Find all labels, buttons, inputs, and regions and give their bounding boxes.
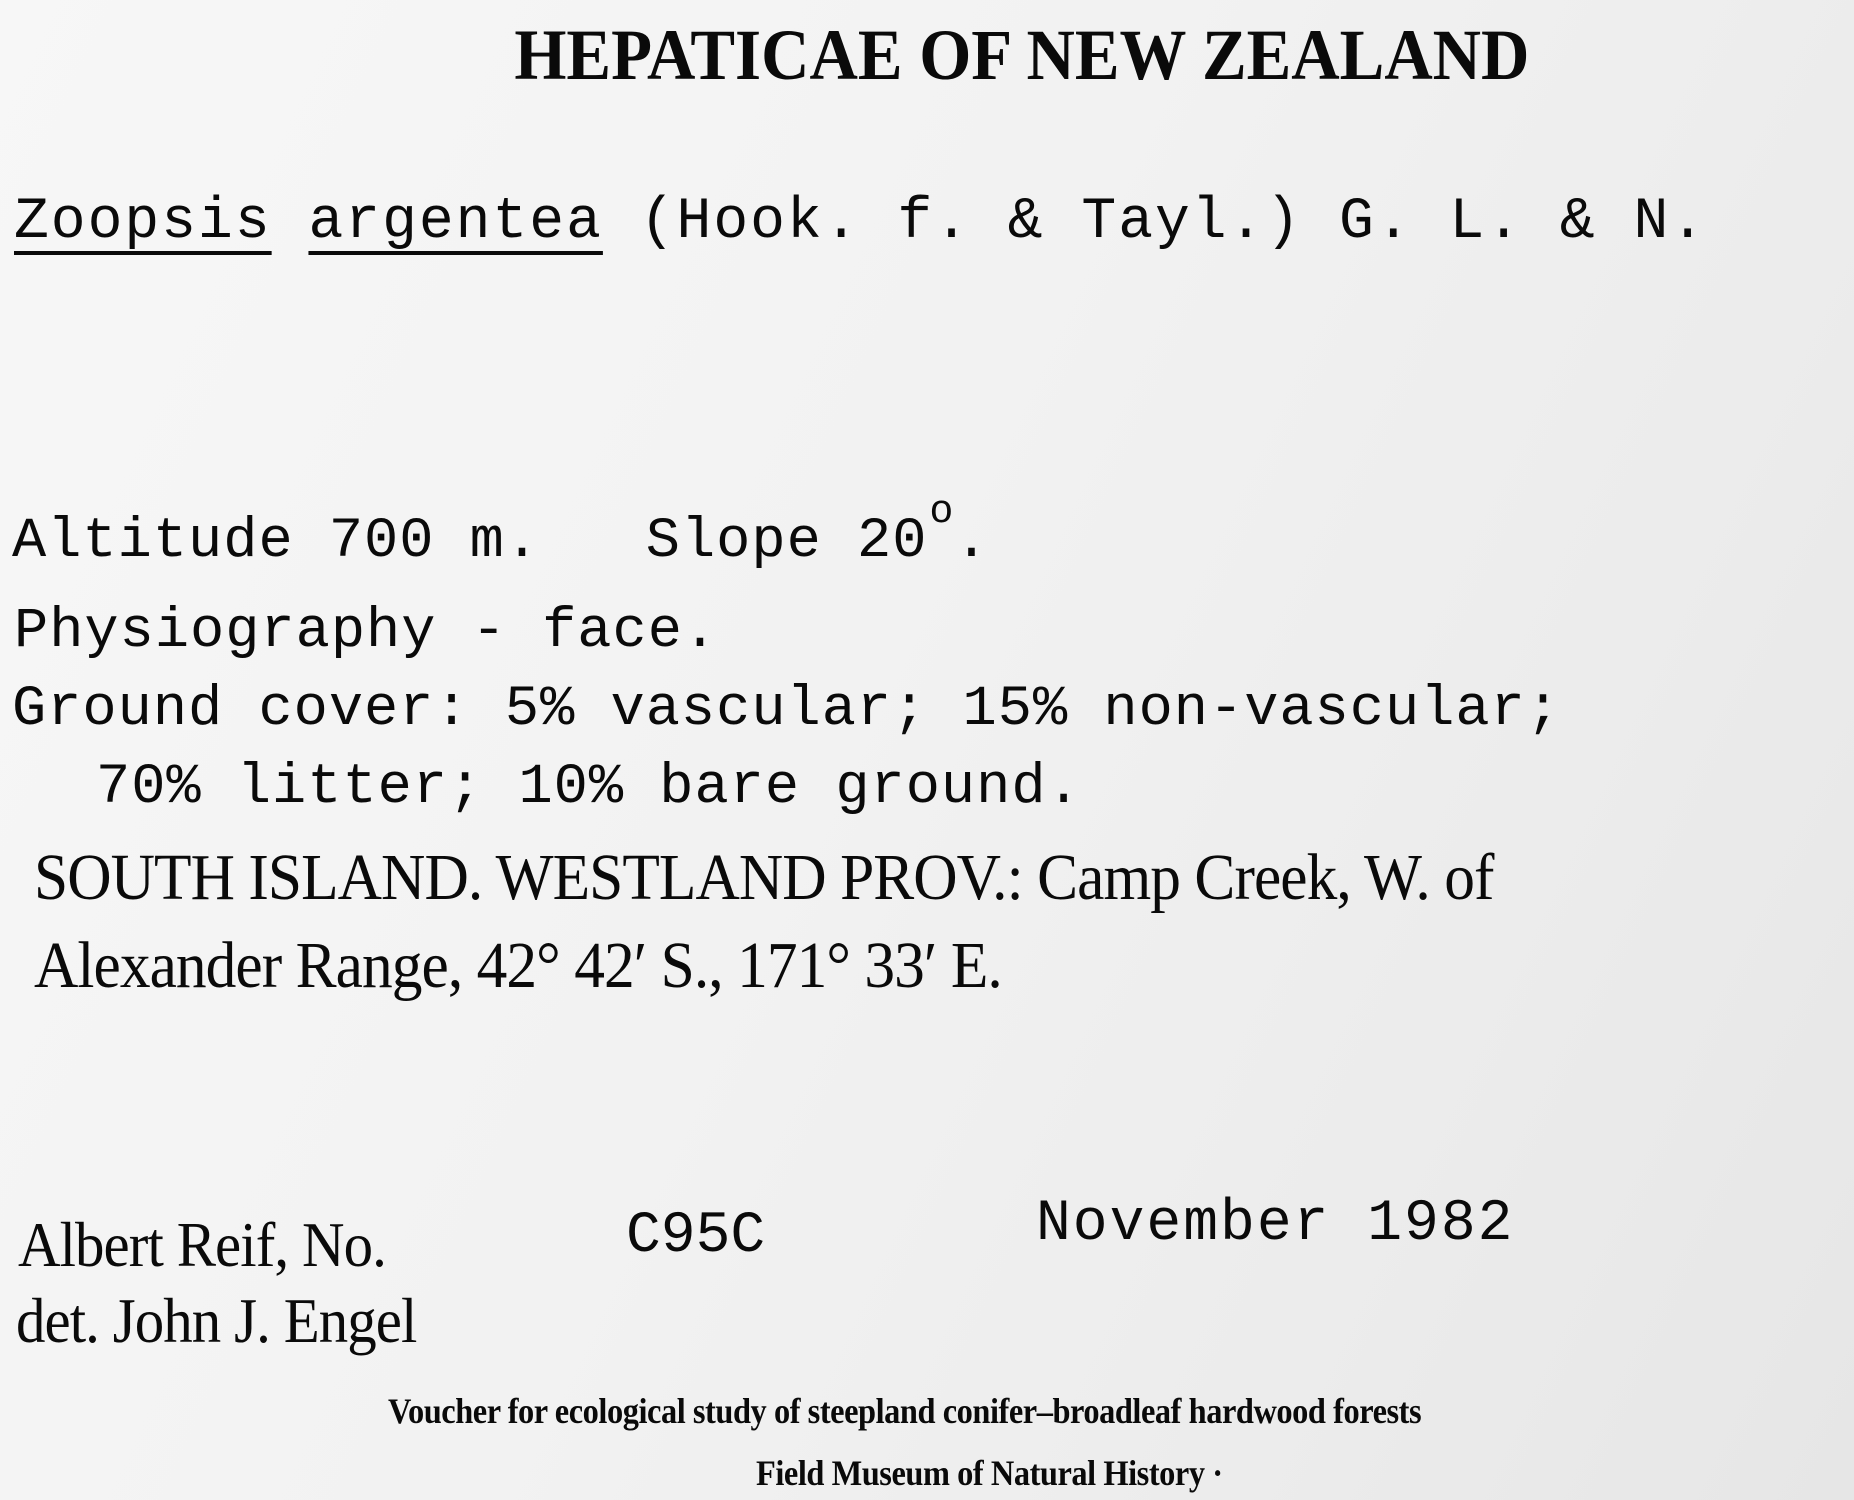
voucher-note: Voucher for ecological study of steepland conifer–broadleaf hardwood forests bbox=[388, 1391, 1422, 1431]
collection-date: November 1982 bbox=[1036, 1192, 1515, 1257]
physiography-line: Physiography - face. bbox=[14, 600, 719, 664]
slope-degree-symbol: o bbox=[929, 490, 955, 535]
locality-line-1: SOUTH ISLAND. WESTLAND PROV.: Camp Creek, W. of bbox=[34, 841, 1494, 914]
museum-name: Field Museum of Natural History · bbox=[756, 1453, 1223, 1493]
altitude-slope-line bbox=[12, 490, 990, 574]
species-genus: Zoopsis bbox=[14, 190, 272, 255]
ground-cover-line-2: 70% litter; 10% bare ground. bbox=[96, 756, 1082, 820]
label-title-text: HEPATICAE OF NEW ZEALAND bbox=[514, 15, 1530, 95]
slope-end: . bbox=[954, 510, 990, 574]
altitude-text: Altitude 700 m. bbox=[12, 510, 541, 574]
slope-text: Slope 20 bbox=[645, 510, 928, 574]
collection-number: C95C bbox=[626, 1204, 766, 1269]
label-title bbox=[71, 14, 1795, 97]
locality-line-2: Alexander Range, 42° 42′ S., 171° 33′ E. bbox=[34, 929, 1002, 1002]
determiner-name: det. John J. Engel bbox=[16, 1285, 417, 1356]
species-authority: (Hook. f. & Tayl.) G. L. & N. bbox=[639, 190, 1708, 255]
collector-name: Albert Reif, No. bbox=[18, 1209, 386, 1280]
species-name bbox=[14, 190, 1707, 255]
ground-cover-line-1: Ground cover: 5% vascular; 15% non-vascular; bbox=[12, 678, 1562, 742]
species-epithet: argentea bbox=[308, 190, 603, 255]
